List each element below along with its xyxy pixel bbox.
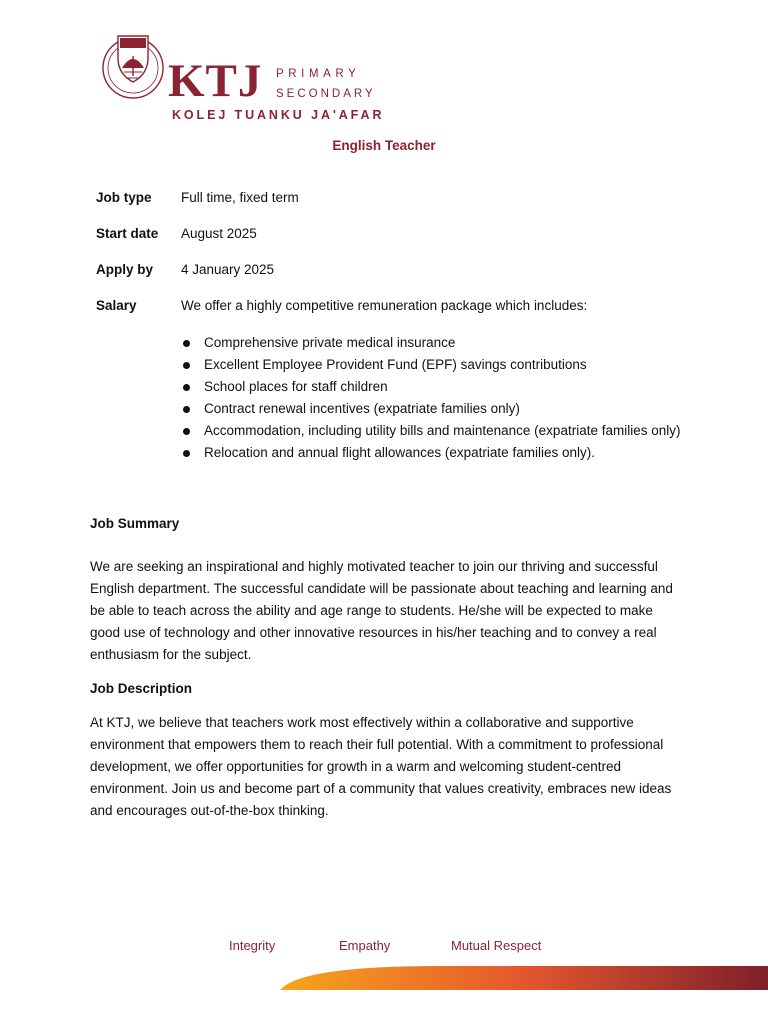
logo-college-name: KOLEJ TUANKU JA'AFAR <box>172 108 385 122</box>
start-date-value: August 2025 <box>181 226 257 241</box>
apply-by-label: Apply by <box>96 262 154 277</box>
list-item <box>181 442 681 464</box>
value-mutual-respect: Mutual Respect <box>451 938 542 953</box>
benefit-text: Comprehensive private medical insurance <box>204 335 456 350</box>
job-type-label: Job type <box>96 190 152 205</box>
benefit-text: Accommodation, including utility bills and maintenance (expatriate families only) <box>204 423 681 438</box>
bullet-icon <box>183 362 190 369</box>
job-summary-heading: Job Summary <box>90 516 180 531</box>
value-empathy: Empathy <box>339 938 391 953</box>
bullet-icon <box>183 450 190 457</box>
benefit-text: Relocation and annual flight allowances (expatriate families only). <box>204 445 595 460</box>
list-item <box>181 376 681 398</box>
list-item <box>181 354 681 376</box>
salary-label: Salary <box>96 298 137 313</box>
list-item <box>181 332 681 354</box>
bullet-icon <box>183 428 190 435</box>
salary-value: We offer a highly competitive remuneration package which includes: <box>181 298 588 313</box>
school-crest-icon <box>100 28 166 100</box>
value-integrity: Integrity <box>229 938 276 953</box>
benefit-text: School places for staff children <box>204 379 388 394</box>
job-description-text: At KTJ, we believe that teachers work most effectively within a collaborative and supportive environment that empowers them to reach their full potential. With a commitment to professional development, we offer opportunities for growth in a warm and welcoming student-centred environment. Join us and become part of a community that values creativity, embraces new ideas and encourages out-of-the-box thinking. <box>90 715 672 818</box>
logo-primary-text: PRIMARY <box>276 68 361 80</box>
job-summary-text: We are seeking an inspirational and highly motivated teacher to join our thriving and successful English department. The successful candidate will be passionate about teaching and learning and be able to teach across the ability and age range to students. He/she will be expected to make good use of technology and other innovative resources in his/her teaching and to convey a real enthusiasm for the subject. <box>90 559 673 662</box>
job-type-value: Full time, fixed term <box>181 190 299 205</box>
footer-swoosh <box>280 962 768 992</box>
school-logo <box>100 28 400 122</box>
job-description-heading: Job Description <box>90 681 193 696</box>
apply-by-value: 4 January 2025 <box>181 262 275 277</box>
list-item <box>181 398 681 420</box>
list-item <box>181 420 681 442</box>
benefits-list <box>181 332 681 464</box>
bullet-icon <box>183 340 190 347</box>
bullet-icon <box>183 384 190 391</box>
logo-ktj-wordmark: KTJ <box>168 55 263 107</box>
start-date-label: Start date <box>96 226 159 241</box>
logo-secondary-text: SECONDARY <box>276 88 376 100</box>
bullet-icon <box>183 406 190 413</box>
benefit-text: Contract renewal incentives (expatriate families only) <box>204 401 520 416</box>
benefit-text: Excellent Employee Provident Fund (EPF) savings contributions <box>204 357 587 372</box>
job-title: English Teacher <box>332 138 436 153</box>
